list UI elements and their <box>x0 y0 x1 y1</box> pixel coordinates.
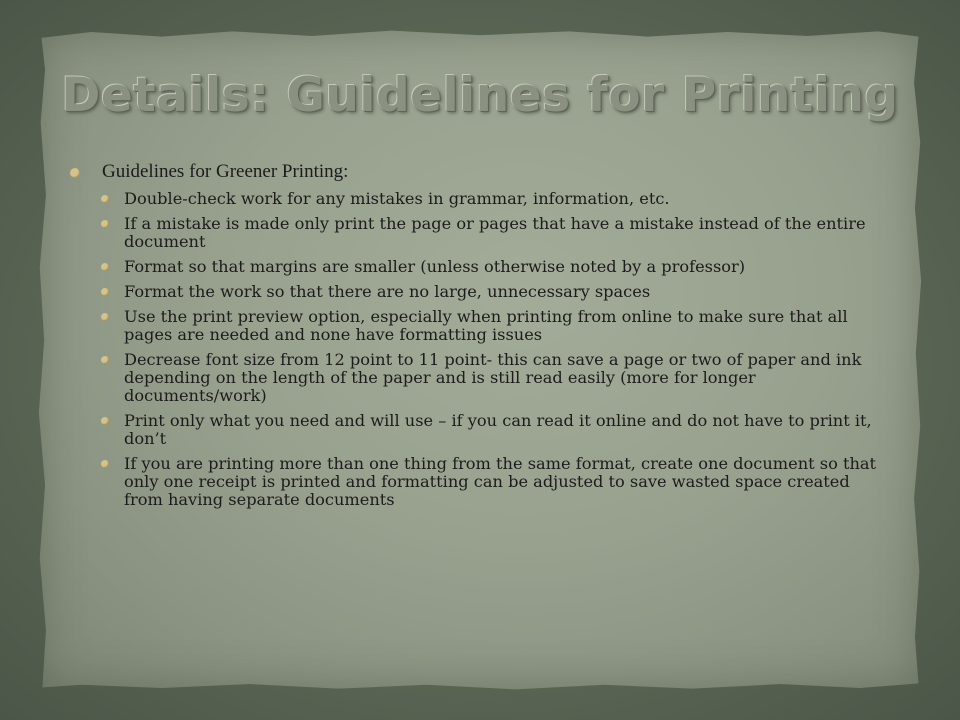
list-item-text: Double-check work for any mistakes in grammar, information, etc. <box>124 189 670 208</box>
list-item-text: Format the work so that there are no large, unnecessary spaces <box>124 282 651 301</box>
bullet-icon <box>101 313 109 321</box>
bullet-heading <box>70 160 890 184</box>
list-item-text: If you are printing more than one thing from the same format, create one document so that only one receipt is printed and formatting can be adjusted to save wasted space created from having separate documents <box>124 454 877 509</box>
list-item <box>70 351 890 405</box>
heading-text: Guidelines for Greener Printing: <box>102 161 349 182</box>
list-item-text: Use the print preview option, especially when printing from online to make sure that all pages are needed and none have formatting issues <box>124 307 848 344</box>
list-item-text: If a mistake is made only print the page or pages that have a mistake instead of the entire document <box>124 214 866 251</box>
bullet-icon <box>101 417 109 425</box>
bullet-icon <box>101 263 109 271</box>
list-item-text: Print only what you need and will use – if you can read it online and do not have to print it, don’t <box>124 411 872 448</box>
bullet-icon <box>101 195 109 203</box>
list-item <box>70 283 890 301</box>
list-item <box>70 455 890 509</box>
list-item <box>70 308 890 344</box>
slide-content <box>70 160 890 516</box>
bullet-icon <box>70 168 80 178</box>
list-item-text: Format so that margins are smaller (unless otherwise noted by a professor) <box>124 257 746 276</box>
list-item <box>70 258 890 276</box>
bullet-icon <box>101 288 109 296</box>
list-item <box>70 190 890 208</box>
list-item <box>70 215 890 251</box>
list-item-text: Decrease font size from 12 point to 11 point- this can save a page or two of paper and ink depending on the length of the paper and is still read easily (more for longer documents/work) <box>124 350 862 405</box>
guideline-list <box>70 190 890 509</box>
list-item <box>70 412 890 448</box>
bullet-icon <box>101 220 109 228</box>
bullet-icon <box>101 356 109 364</box>
slide-title: Details: Guidelines for Printing <box>61 68 899 123</box>
bullet-icon <box>101 460 109 468</box>
